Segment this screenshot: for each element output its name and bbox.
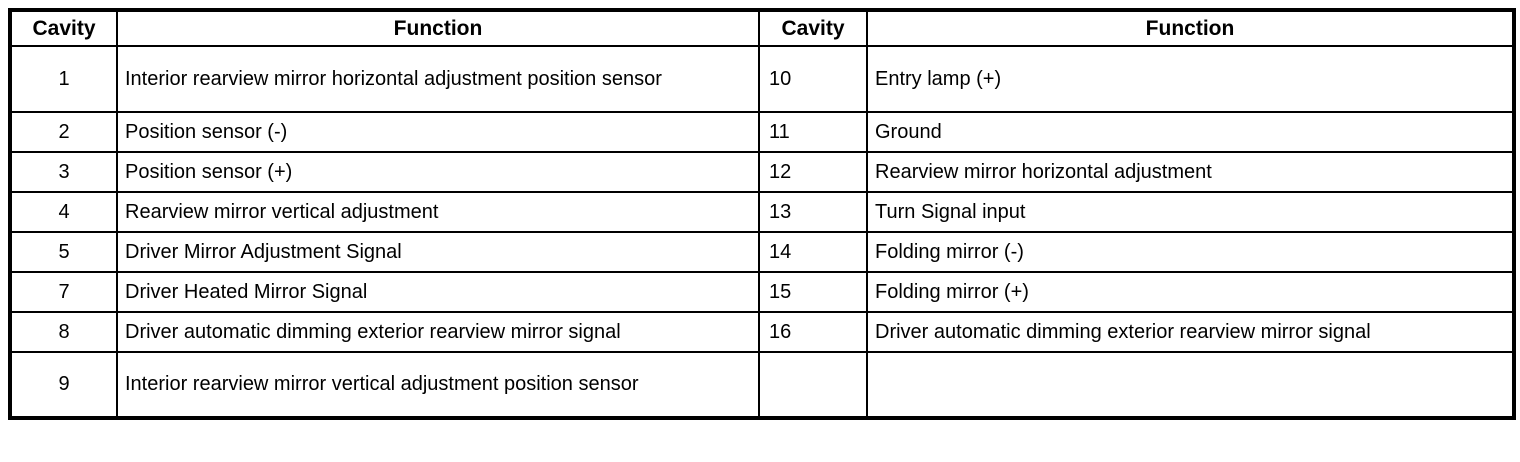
cavity-cell: 14 bbox=[759, 232, 867, 272]
function-cell: Position sensor (-) bbox=[117, 112, 759, 152]
table-row bbox=[10, 352, 1514, 418]
table-header-row bbox=[10, 10, 1514, 46]
cavity-cell: 13 bbox=[759, 192, 867, 232]
function-cell: Driver automatic dimming exterior rearview mirror signal bbox=[867, 312, 1514, 352]
cavity-cell: 10 bbox=[759, 46, 867, 112]
function-cell bbox=[867, 352, 1514, 418]
cavity-cell: 12 bbox=[759, 152, 867, 192]
function-cell: Position sensor (+) bbox=[117, 152, 759, 192]
table-row bbox=[10, 152, 1514, 192]
cavity-function-table bbox=[8, 8, 1516, 420]
function-cell: Interior rearview mirror vertical adjustment position sensor bbox=[117, 352, 759, 418]
function-cell: Interior rearview mirror horizontal adjustment position sensor bbox=[117, 46, 759, 112]
function-cell: Rearview mirror horizontal adjustment bbox=[867, 152, 1514, 192]
cavity-cell: 16 bbox=[759, 312, 867, 352]
table-row bbox=[10, 192, 1514, 232]
function-cell: Folding mirror (+) bbox=[867, 272, 1514, 312]
cavity-cell: 15 bbox=[759, 272, 867, 312]
table-row bbox=[10, 312, 1514, 352]
function-header-left: Function bbox=[117, 10, 759, 46]
cavity-cell bbox=[759, 352, 867, 418]
function-cell: Driver Heated Mirror Signal bbox=[117, 272, 759, 312]
function-cell: Ground bbox=[867, 112, 1514, 152]
cavity-cell: 2 bbox=[10, 112, 117, 152]
cavity-cell: 11 bbox=[759, 112, 867, 152]
cavity-cell: 8 bbox=[10, 312, 117, 352]
cavity-cell: 3 bbox=[10, 152, 117, 192]
table-row bbox=[10, 112, 1514, 152]
function-cell: Driver Mirror Adjustment Signal bbox=[117, 232, 759, 272]
cavity-header-left: Cavity bbox=[10, 10, 117, 46]
function-cell: Turn Signal input bbox=[867, 192, 1514, 232]
function-cell: Driver automatic dimming exterior rearview mirror signal bbox=[117, 312, 759, 352]
cavity-cell: 4 bbox=[10, 192, 117, 232]
cavity-cell: 7 bbox=[10, 272, 117, 312]
table-row bbox=[10, 272, 1514, 312]
cavity-cell: 1 bbox=[10, 46, 117, 112]
cavity-cell: 9 bbox=[10, 352, 117, 418]
function-cell: Folding mirror (-) bbox=[867, 232, 1514, 272]
function-header-right: Function bbox=[867, 10, 1514, 46]
cavity-cell: 5 bbox=[10, 232, 117, 272]
cavity-header-right: Cavity bbox=[759, 10, 867, 46]
table-row bbox=[10, 232, 1514, 272]
table-row bbox=[10, 46, 1514, 112]
function-cell: Rearview mirror vertical adjustment bbox=[117, 192, 759, 232]
function-cell: Entry lamp (+) bbox=[867, 46, 1514, 112]
